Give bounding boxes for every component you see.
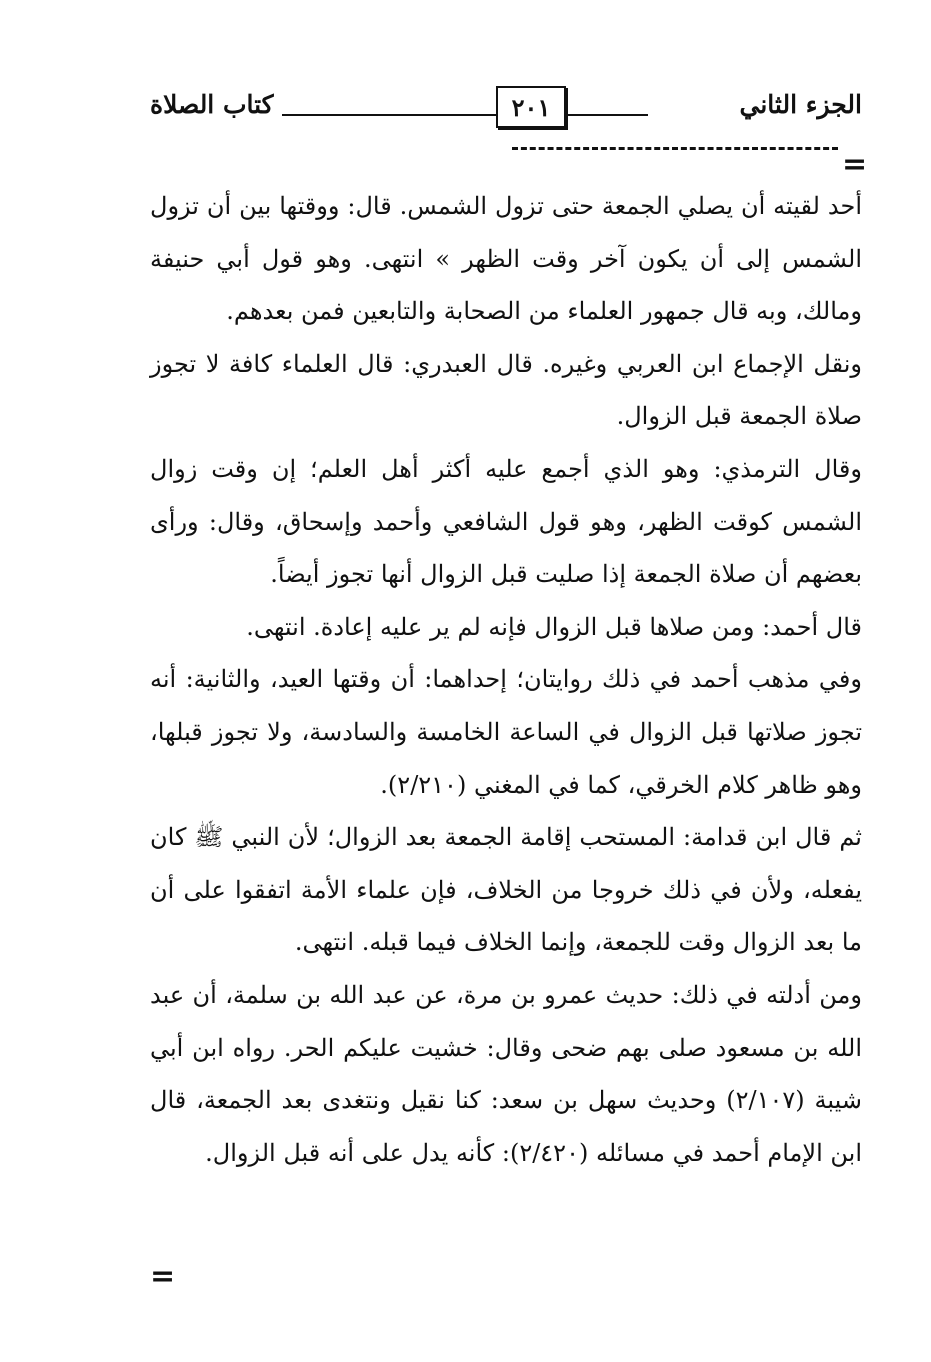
paragraph: ثم قال ابن قدامة: المستحب إقامة الجمعة بعد الزوال؛ لأن النبي ﷺ كان يفعله، ولأن في ذلك خروجا من الخلاف، فإن علماء الأمة اتفقوا على أن ما بعد الزوال وقت للجمعة، وإنما الخلاف فيما قبله. انتهى.	[150, 823, 862, 957]
page-header	[150, 84, 862, 134]
part-label: الجزء الثاني	[739, 90, 862, 119]
paragraph: قال أحمد: ومن صلاها قبل الزوال فإنه لم ير عليه إعادة. انتهى.	[246, 612, 862, 641]
page-number: ٢٠١	[496, 86, 566, 128]
paragraph: ونقل الإجماع ابن العربي وغيره. قال العبدري: قال العلماء كافة لا تجوز صلاة الجمعة قبل الزوال.	[150, 349, 862, 431]
paragraph: ومن أدلته في ذلك: حديث عمرو بن مرة، عن عبد الله بن سلمة، أن عبد الله بن مسعود صلى بهم ضحى وقال: خشيت عليكم الحر. رواه ابن أبي شيبة (٢/١٠٧) وحديث سهل بن سعد: كنا نقيل ونتغدى بعد الجمعة، قال ابن الإمام أحمد في مسائله (٢/٤٢٠): كأنه يدل على أنه قبل الزوال.	[150, 980, 863, 1167]
book-label: كتاب الصلاة	[150, 90, 274, 119]
paragraph: وقال الترمذي: وهو الذي أجمع عليه أكثر أهل العلم؛ إن وقت زوال الشمس كوقت الظهر، وهو قول الشافعي وأحمد وإسحاق، وقال: ورأى بعضهم أن صلاة الجمعة إذا صليت قبل الزوال أنها تجوز أيضاً.	[150, 454, 863, 589]
paragraph: وفي مذهب أحمد في ذلك روايتان؛ إحداهما: أن وقتها العيد، والثانية: أنه تجوز صلاتها قبل الزوال في الساعة الخامسة والسادسة، ولا تجوز قبلها، وهو ظاهر كلام الخرقي، كما في المغني (٢/٢١٠).	[150, 665, 862, 799]
top-separator-mark: =	[842, 147, 868, 182]
paragraph: أحد لقيته أن يصلي الجمعة حتى تزول الشمس. قال: ووقتها بين أن تزول الشمس إلى أن يكون آخر وقت الظهر » انتهى. وهو قول أبي حنيفة ومالك، وبه قال جمهور العلماء من الصحابة والتابعين فمن بعدهم.	[150, 192, 862, 326]
header-dashed-divider	[512, 147, 838, 150]
header-rule	[282, 114, 648, 116]
body-text	[150, 180, 862, 1179]
bottom-separator-mark: =	[150, 1259, 176, 1294]
